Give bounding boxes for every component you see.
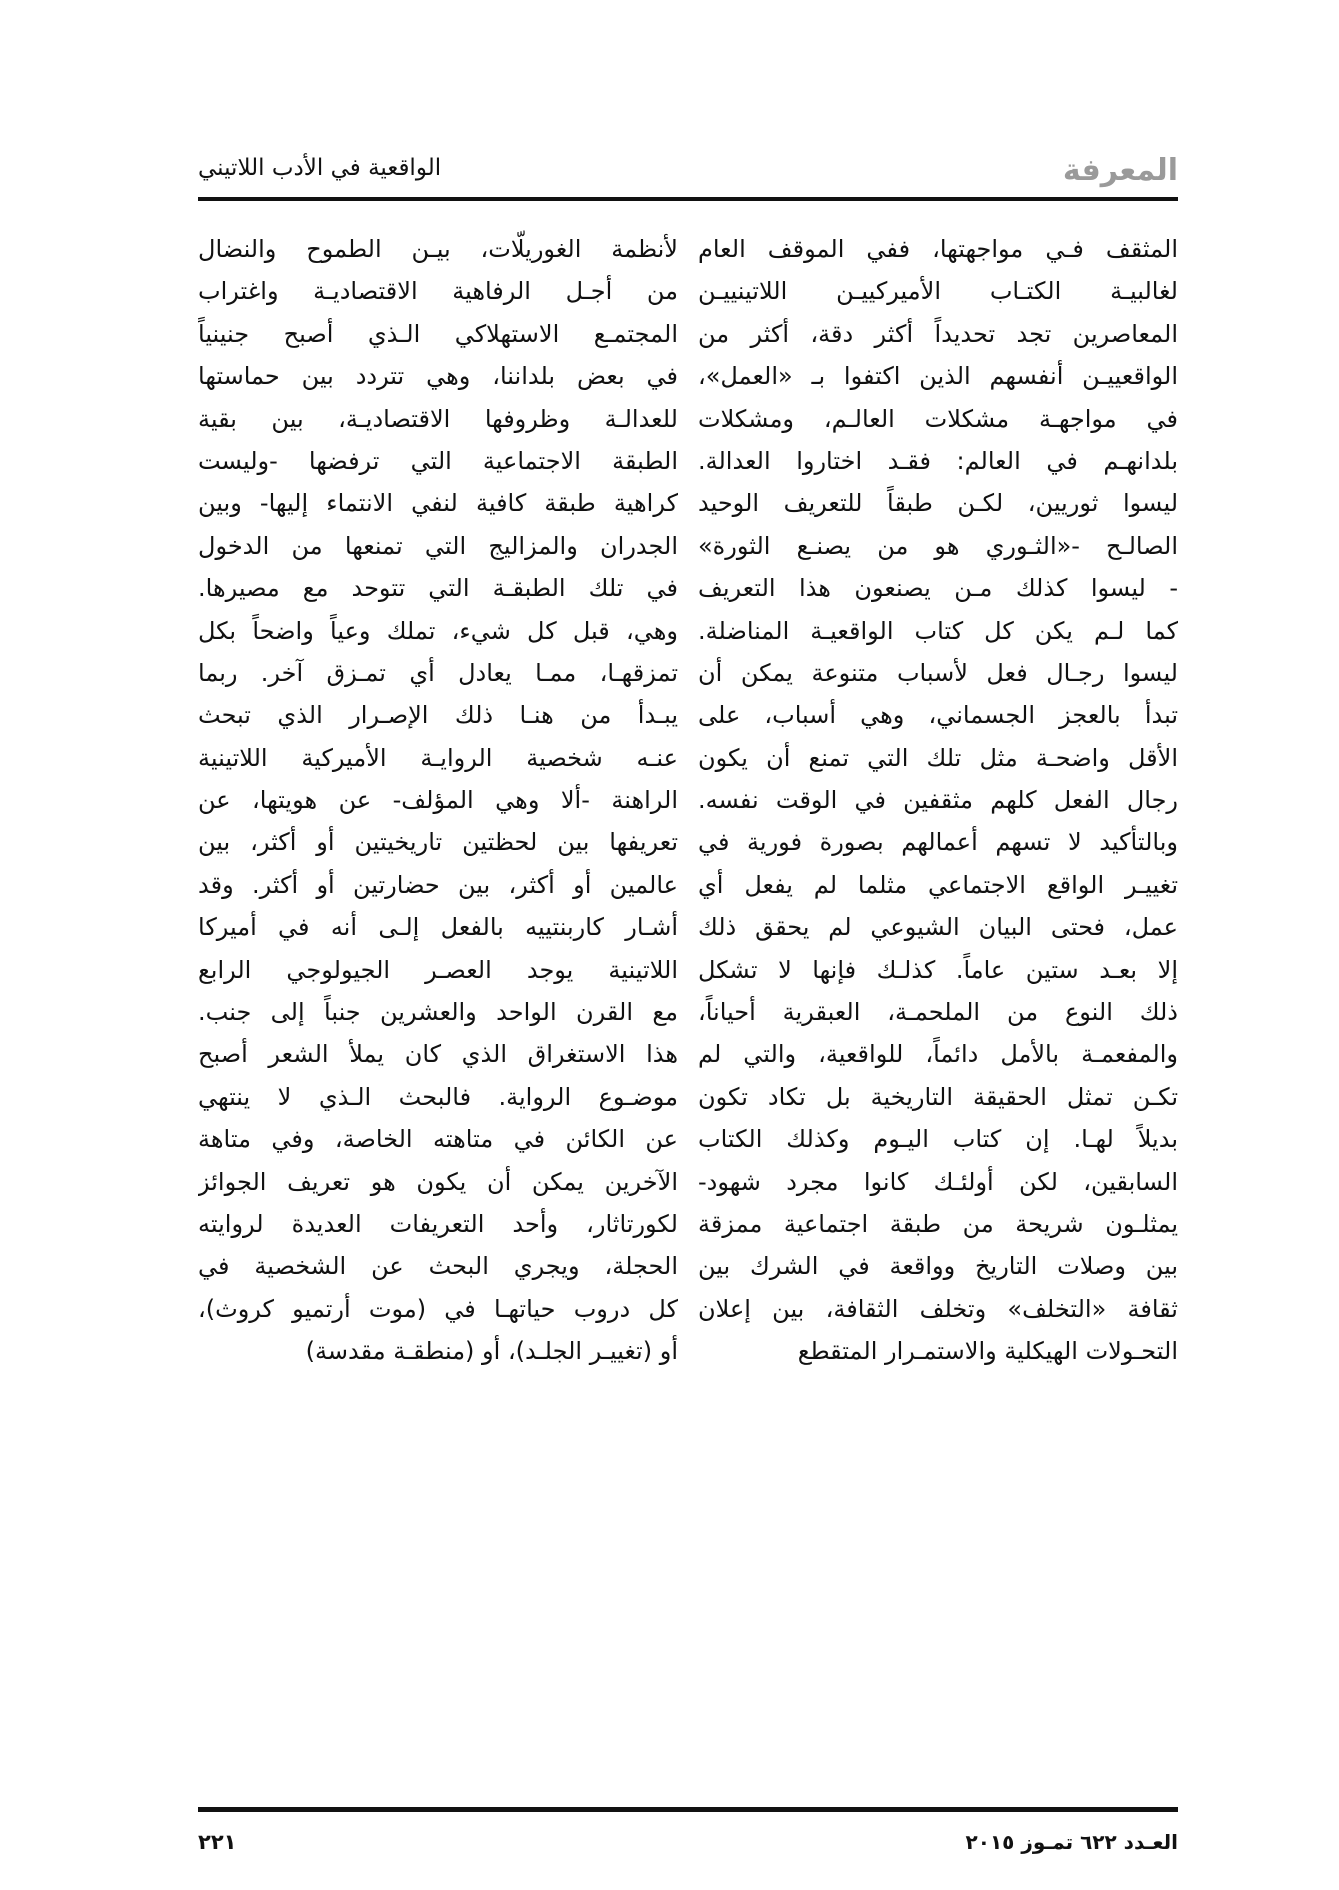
text-line: السابقين، لكن أولئـك كانوا مجرد شهود-: [698, 1167, 1178, 1196]
text-line: اللاتينية يوجد العصـر الجيولوجي الرابع: [198, 955, 678, 984]
header-rule: [198, 197, 1178, 201]
magazine-logo: المعرفة: [1062, 153, 1178, 188]
text-line: والمفعمـة بالأمل دائماً، للواقعية، والتي لم: [698, 1040, 1178, 1069]
text-line: تكـن تمثل الحقيقة التاريخية بل تكاد تكون: [698, 1082, 1178, 1111]
text-line: يمثلـون شريحة من طبقة اجتماعية ممزقة: [698, 1209, 1178, 1238]
text-line: كما لـم يكن كل كتاب الواقعيـة المناضلة.: [698, 616, 1178, 645]
text-line: الحجلة، ويجري البحث عن الشخصية في: [198, 1252, 678, 1281]
text-line: تبدأ بالعجز الجسماني، وهي أسباب، على: [698, 701, 1178, 730]
text-line: مع القرن الواحد والعشرين جنباً إلى جنب.: [198, 998, 678, 1027]
text-line: إلا بعـد ستين عاماً. كذلـك فإنها لا تشكل: [698, 955, 1178, 984]
text-line: لكورتاثار، وأحد التعريفات العديدة لروايته: [198, 1209, 678, 1238]
footer-rule: [198, 1807, 1178, 1812]
text-line: رجال الفعل كلهم مثقفين في الوقت نفسه.: [698, 786, 1178, 815]
text-line: الأقل واضحـة مثل تلك التي تمنع أن يكون: [698, 743, 1178, 772]
issue-info: العـدد ٦٢٢ تمـوز ٢٠١٥: [965, 1830, 1178, 1854]
text-line: - ليسوا كذلك مـن يصنعون هذا التعريف: [698, 574, 1178, 603]
page-number: ٢٢١: [198, 1830, 237, 1854]
text-line: تعريفها بين لحظتين تاريخيتين أو أكثر، بين: [198, 828, 678, 857]
text-line: الواقعييـن أنفسهم الذين اكتفوا بـ «العمل»،: [698, 362, 1178, 391]
text-column-right: [698, 228, 1178, 1373]
text-line: ذلك النوع من الملحمـة، العبقرية أحياناً،: [698, 998, 1178, 1027]
text-line: لغالبيـة الكتـاب الأميركييـن اللاتينييـن: [698, 277, 1178, 306]
text-line: عمل، فحتى البيان الشيوعي لم يحقق ذلك: [698, 913, 1178, 942]
text-line: الراهنة -ألا وهي المؤلف- عن هويتها، عن: [198, 786, 678, 815]
text-line: بديلاً لهـا. إن كتاب اليـوم وكذلك الكتاب: [698, 1125, 1178, 1154]
text-line: هذا الاستغراق الذي كان يملأ الشعر أصبح: [198, 1040, 678, 1069]
text-line: يبـدأ من هنـا ذلك الإصـرار الذي تبحث: [198, 701, 678, 730]
page-header: [198, 145, 1178, 197]
text-line: وهي، قبل كل شيء، تملك وعياً واضحاً بكل: [198, 616, 678, 645]
text-line: كراهية طبقة كافية لنفي الانتماء إليها- وبين: [198, 489, 678, 518]
text-line: الجدران والمزاليج التي تمنعها من الدخول: [198, 531, 678, 560]
text-line: الصالـح -«الثـوري هو من يصنـع الثورة»: [698, 531, 1178, 560]
page-footer: [198, 1830, 1178, 1870]
text-line: المعاصرين تجد تحديداً أكثر دقة، أكثر من: [698, 319, 1178, 348]
text-line: ليسوا ثوريين، لكـن طبقاً للتعريف الوحيد: [698, 489, 1178, 518]
text-line: عنـه شخصية الروايـة الأميركية اللاتينية: [198, 743, 678, 772]
text-line: الطبقة الاجتماعية التي ترفضها -وليست: [198, 446, 678, 475]
text-line: وبالتأكيد لا تسهم أعمالهم بصورة فورية في: [698, 828, 1178, 857]
text-line: الآخرين يمكن أن يكون هو تعريف الجوائز: [198, 1167, 678, 1196]
text-line: ليسوا رجـال فعل لأسباب متنوعة يمكن أن: [698, 658, 1178, 687]
text-line: المجتمـع الاستهلاكي الـذي أصبح جنينياً: [198, 319, 678, 348]
text-line: بلدانهـم في العالم: فقـد اختاروا العدالة.: [698, 446, 1178, 475]
text-line: عالمين أو أكثر، بين حضارتين أو أكثر. وقد: [198, 870, 678, 899]
text-line: أو (تغييـر الجلـد)، أو (منطقـة مقدسة): [305, 1337, 678, 1366]
text-line: تمزقهـا، ممـا يعادل أي تمـزق آخر. ربما: [198, 658, 678, 687]
text-line: المثقف فـي مواجهتها، ففي الموقف العام: [698, 235, 1178, 263]
text-line: أشـار كاربنتييه بالفعل إلـى أنه في أميركا: [198, 913, 678, 942]
text-line: بين وصلات التاريخ وواقعة في الشرك بين: [698, 1252, 1178, 1281]
text-line: في بعض بلداننا، وهي تتردد بين حماستها: [198, 362, 678, 391]
text-line: عن الكائن في متاهته الخاصة، وفي متاهة: [198, 1125, 678, 1154]
text-line: موضـوع الرواية. فالبحث الـذي لا ينتهي: [198, 1082, 678, 1111]
text-column-left: [198, 228, 678, 1373]
text-line: تغييـر الواقع الاجتماعي مثلما لم يفعل أي: [698, 870, 1178, 899]
text-line: لأنظمة الغوريلّات، بيـن الطموح والنضال: [198, 235, 678, 263]
text-line: للعدالـة وظروفها الاقتصاديـة، بين بقية: [198, 404, 678, 433]
text-line: التحـولات الهيكلية والاستمـرار المتقطع: [797, 1337, 1178, 1366]
text-line: من أجـل الرفاهية الاقتصاديـة واغتراب: [198, 277, 678, 306]
text-line: في مواجهـة مشكلات العالـم، ومشكلات: [698, 404, 1178, 433]
text-line: كل دروب حياتهـا في (موت أرتميو كروث)،: [198, 1294, 678, 1323]
text-line: في تلك الطبقـة التي تتوحد مع مصيرها.: [198, 574, 678, 603]
running-title: الواقعية في الأدب اللاتيني: [198, 155, 442, 181]
text-line: ثقافة «التخلف» وتخلف الثقافة، بين إعلان: [698, 1294, 1178, 1323]
